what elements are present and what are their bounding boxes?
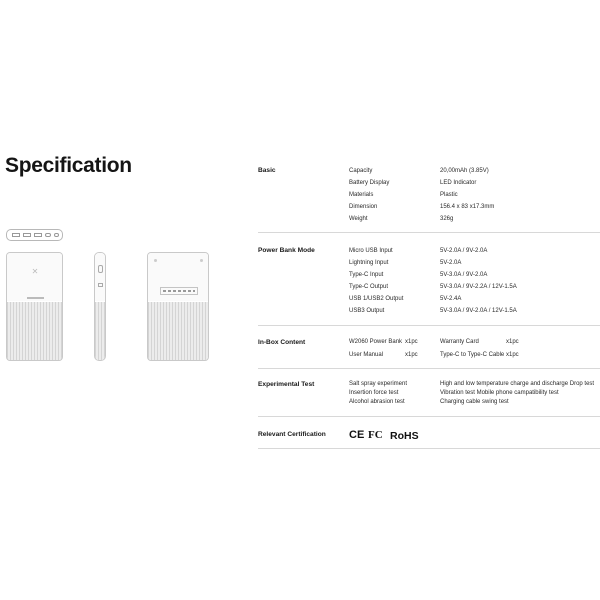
spec-key: USB3 Output <box>349 308 385 314</box>
test-item: Vibration test Mobile phone campatibility test <box>440 390 559 396</box>
spec-value: 5V-2.4A <box>440 296 462 302</box>
spec-key: Materials <box>349 192 374 198</box>
spec-value: 5V-3.0A / 9V-2.0A <box>440 272 488 278</box>
spec-key: Weight <box>349 216 368 222</box>
divider <box>258 368 600 369</box>
spec-key: Dimension <box>349 204 378 210</box>
spec-key: Micro USB Input <box>349 248 393 254</box>
box-item-name: Type-C to Type-C Cable <box>440 352 505 358</box>
box-item-qty: x1pc <box>506 352 519 358</box>
spec-key: Battery Display <box>349 180 390 186</box>
section-label-experimental-test: Experimental Test <box>258 381 315 388</box>
spec-value: 5V-2.0A <box>440 260 462 266</box>
spec-value: 5V-3.0A / 9V-2.0A / 12V-1.5A <box>440 308 517 314</box>
power-bank-side-view <box>94 252 106 361</box>
fc-mark: FC <box>368 429 383 441</box>
divider <box>258 416 600 417</box>
spec-value: 20,00mAh (3.85V) <box>440 168 489 174</box>
ce-mark: CE <box>349 429 365 441</box>
section-label-basic: Basic <box>258 167 276 174</box>
test-item: Insertion force test <box>349 390 399 396</box>
spec-key: Lightning Input <box>349 260 389 266</box>
page-title: Specification <box>5 154 132 177</box>
spec-value: 5V-2.0A / 9V-2.0A <box>440 248 488 254</box>
box-item-qty: x1pc <box>405 339 418 345</box>
spec-key: Type-C Output <box>349 284 389 290</box>
box-item-qty: x1pc <box>405 352 418 358</box>
box-item-name: W2060 Power Bank <box>349 339 403 345</box>
section-label-in-box-content: In-Box Content <box>258 339 306 346</box>
test-item: Salt spray experiment <box>349 381 408 387</box>
spec-value: 5V-3.0A / 9V-2.2A / 12V-1.5A <box>440 284 517 290</box>
spec-value: 156.4 x 83 x17.3mm <box>440 204 495 210</box>
test-item: Alcohol abrasion test <box>349 399 405 405</box>
spec-value: LED Indicator <box>440 180 477 186</box>
spec-key: Capacity <box>349 168 373 174</box>
divider <box>258 448 600 449</box>
power-bank-top-view <box>6 229 63 241</box>
spec-key: USB 1/USB2 Output <box>349 296 404 302</box>
power-bank-front-view <box>6 252 63 361</box>
section-label-relevant-certification: Relevant Certification <box>258 431 326 438</box>
spec-key: Type-C Input <box>349 272 384 278</box>
box-item-qty: x1pc <box>506 339 519 345</box>
section-label-power-bank-mode: Power Bank Mode <box>258 247 315 254</box>
power-bank-back-view <box>147 252 209 361</box>
spec-value: 326g <box>440 216 454 222</box>
box-item-name: Warranty Card <box>440 339 479 345</box>
box-item-name: User Manual <box>349 352 384 358</box>
test-item: Charging cable swing test <box>440 399 509 405</box>
spec-value: Plastic <box>440 192 458 198</box>
divider <box>258 232 600 233</box>
rohs-mark: RoHS <box>390 430 419 442</box>
test-item: High and low temperature charge and discharge Drop test <box>440 381 595 387</box>
logo-icon: ✕ <box>31 267 39 276</box>
divider <box>258 325 600 326</box>
